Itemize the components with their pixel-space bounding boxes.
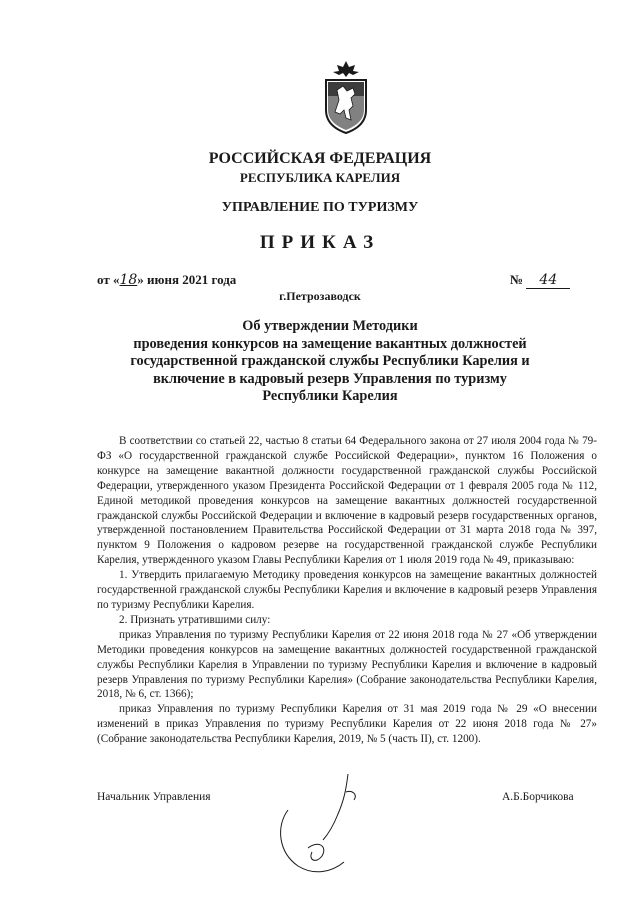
- agency-heading: УПРАВЛЕНИЕ ПО ТУРИЗМУ: [221, 200, 419, 215]
- signer-name: А.Б.Борчикова: [502, 791, 574, 803]
- subject-line: Республики Карелия: [262, 388, 398, 404]
- body-paragraph: В соответствии со статьей 22, частью 8 статьи 64 Федерального закона от 27 июля 2004 года № 79-ФЗ «О государственной гражданской службе Российской Федерации», пунктом 16 Положения о конкурсе на замещение вакантной должности государственной гражданской службы Российской Федерации, утвержденного указом Президента Российской Федерации от 1 февраля 2005 года № 112, Единой методикой проведения конкурсов на замещение вакантных должностей государственной гражданской службы Российской Федерации и включение в кадровый резерв государственных органов, утвержденной постановлением Правительства Российской Федерации от 31 марта 2018 года № 397, пунктом 9 Положения о кадровом резерве на государственной гражданской службе Республики Карелия, утвержденного указом Главы Республики Карелия от 1 июля 2019 года № 49, приказываю:: [97, 435, 597, 567]
- subject-line: проведения конкурсов на замещение вакантных должностей: [133, 335, 527, 352]
- body-paragraph: приказ Управления по туризму Республики Карелия от 31 мая 2019 года № 29 «О внесении изменений в приказ Управления по туризму Республики Карелия от 22 июня 2018 года № 27» (Собрание законодательства Республики Карелия, 2019, № 5 (часть II), ст. 1200).: [97, 703, 597, 746]
- handwritten-signature-icon: [268, 770, 378, 880]
- body-paragraph: 2. Признать утратившими силу:: [119, 613, 271, 626]
- karelia-coat-of-arms-icon: [322, 60, 370, 134]
- number-label: №: [510, 272, 524, 287]
- subject-line: Об утверждении Методики: [242, 318, 418, 334]
- republic-heading: РЕСПУБЛИКА КАРЕЛИЯ: [239, 170, 401, 185]
- body-paragraph: приказ Управления по туризму Республики Карелия от 22 июня 2018 года № 27 «Об утверждении Методики проведения конкурсов на замещение вакантных должностей государственной гражданской службы Республики Карелия в Управлении по туризму Республики Карелия и включение в кадровый резерв Управления по туризму Республики Карелия» (Собрание законодательства Республики Карелия, 2018, № 6, ст. 1366);: [97, 628, 597, 701]
- order-body: [97, 434, 597, 747]
- order-subject: [110, 318, 550, 406]
- subject-line: государственной гражданской службы Республики Карелия и: [130, 353, 530, 369]
- signer-position: Начальник Управления: [97, 791, 211, 803]
- body-paragraph: 1. Утвердить прилагаемую Методику проведения конкурсов на замещение вакантных должностей государственной гражданской службы Республики Карелия и включение в кадровый резерв Управления по туризму Республики Карелия.: [97, 569, 597, 611]
- order-date: [97, 272, 236, 288]
- document-type-title: ПРИКАЗ: [259, 232, 381, 253]
- date-day: 18: [119, 272, 138, 288]
- number-value: 44: [526, 272, 570, 289]
- order-number: [510, 272, 570, 289]
- country-heading: РОССИЙСКАЯ ФЕДЕРАЦИЯ: [208, 150, 432, 167]
- date-suffix: » июня 2021 года: [137, 272, 237, 287]
- subject-line: включение в кадровый резерв Управления по туризму: [153, 370, 507, 387]
- city: г.Петрозаводск: [279, 289, 361, 303]
- date-prefix: от «: [97, 272, 120, 287]
